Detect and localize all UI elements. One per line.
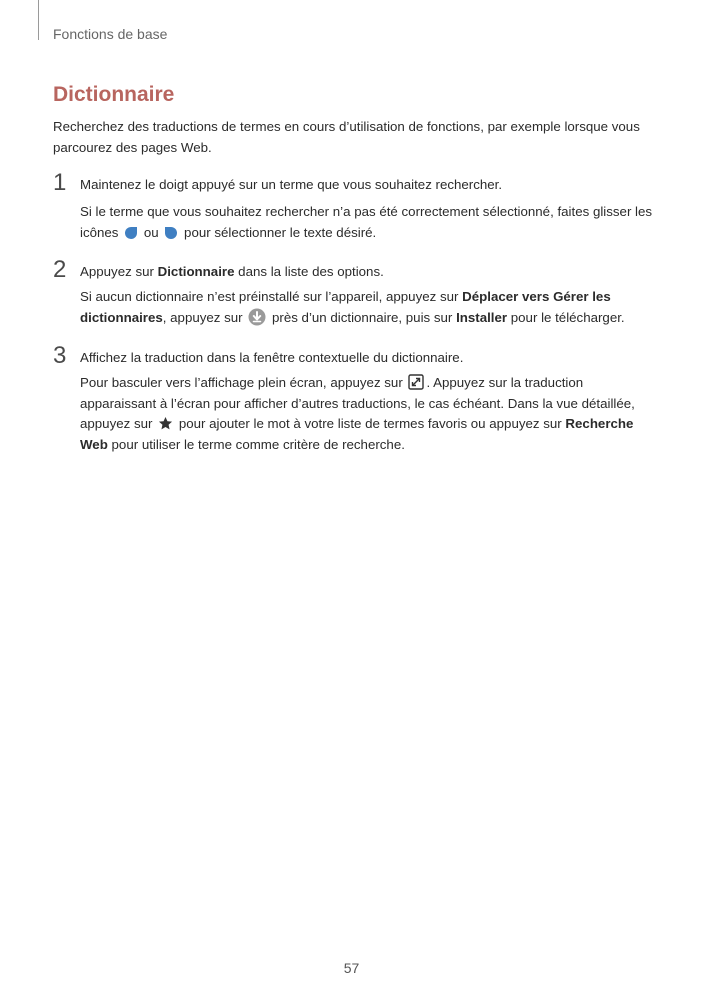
detail-text: pour utiliser le terme comme critère de recherche. <box>111 436 405 452</box>
instruction-text: dans la liste des options. <box>238 264 384 279</box>
detail-text: pour ajouter le mot à votre liste de termes favoris ou appuyez sur <box>178 416 562 431</box>
detail-text: pour sélectionner le texte désiré. <box>184 224 377 240</box>
detail-text: Si aucun dictionnaire n’est préinstallé sur l’appareil, appuyez sur <box>80 289 459 304</box>
expand-icon <box>408 374 424 390</box>
detail-bold: Recherche Web <box>80 416 634 452</box>
detail-text: Si le terme que vous souhaitez rechercher n’a pas été correctement sélectionné, faites glisser les icônes <box>80 204 653 240</box>
step-detail <box>80 373 655 455</box>
running-header: Fonctions de base <box>53 26 168 42</box>
step-detail <box>80 202 655 243</box>
page-title: Dictionnaire <box>53 83 175 106</box>
instruction-bold: Dictionnaire <box>157 264 235 279</box>
detail-text: près d’un dictionnaire, puis sur <box>272 309 453 325</box>
step-number: 2 <box>53 256 67 283</box>
detail-text: . Appuyez sur la traduction apparaissant à l’écran pour afficher d’autres traductions, le cas échéant. Dans la vue détaillée, appuyez sur <box>80 375 635 431</box>
selection-handle-left-icon <box>124 226 138 240</box>
step-detail <box>80 287 655 328</box>
step-number: 3 <box>53 342 67 369</box>
page-number: 57 <box>343 960 360 976</box>
download-icon <box>248 308 266 326</box>
detail-text: , appuyez sur <box>162 309 243 325</box>
step-instruction: Maintenez le doigt appuyé sur un terme que vous souhaitez rechercher. <box>80 177 503 192</box>
intro-paragraph: Recherchez des traductions de termes en cours d’utilisation de fonctions, par exemple lorsque vous parcourez des pages Web. <box>53 119 640 155</box>
step-instruction <box>80 262 655 283</box>
detail-bold: Déplacer vers Gérer les dictionnaires <box>80 289 611 325</box>
detail-text: Pour basculer vers l’affichage plein écran, appuyez sur <box>80 375 403 390</box>
step-number: 1 <box>53 169 67 196</box>
selection-handle-right-icon <box>164 226 178 240</box>
step-instruction: Affichez la traduction dans la fenêtre contextuelle du dictionnaire. <box>80 350 464 365</box>
star-icon <box>158 416 173 431</box>
margin-rule <box>38 0 39 40</box>
detail-text: ou <box>143 224 159 240</box>
detail-text: pour le télécharger. <box>510 309 625 325</box>
instruction-text: Appuyez sur <box>80 264 154 279</box>
detail-bold: Installer <box>456 309 508 325</box>
